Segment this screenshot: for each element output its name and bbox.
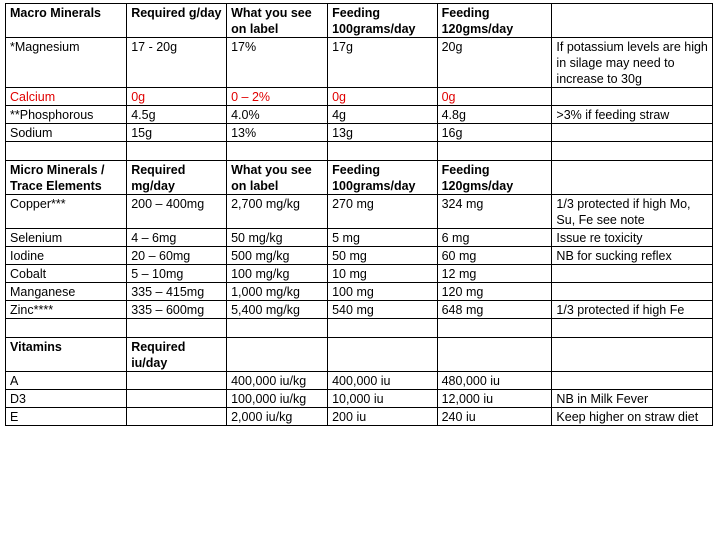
table-cell: 4.5g	[127, 106, 227, 124]
table-cell: 270 mg	[328, 195, 438, 229]
empty-cell	[552, 319, 713, 338]
table-cell: If potassium levels are high in silage may need to increase to 30g	[552, 38, 713, 88]
table-cell	[552, 88, 713, 106]
macro-header-cell	[552, 4, 713, 38]
table-cell: 480,000 iu	[437, 372, 552, 390]
empty-cell	[437, 142, 552, 161]
table-cell	[127, 372, 227, 390]
table-cell: 400,000 iu/kg	[227, 372, 328, 390]
table-cell: D3	[6, 390, 127, 408]
micro-header-cell	[552, 161, 713, 195]
table-cell: 50 mg/kg	[227, 229, 328, 247]
table-cell: 0 – 2%	[227, 88, 328, 106]
table-cell: 1/3 protected if high Fe	[552, 301, 713, 319]
empty-cell	[328, 319, 438, 338]
table-cell: 0g	[127, 88, 227, 106]
vitamins-header-cell: Vitamins	[6, 338, 127, 372]
table-cell: Calcium	[6, 88, 127, 106]
table-cell: >3% if feeding straw	[552, 106, 713, 124]
table-cell: Manganese	[6, 283, 127, 301]
table-cell: 50 mg	[328, 247, 438, 265]
table-cell: 100,000 iu/kg	[227, 390, 328, 408]
table-cell: 335 – 415mg	[127, 283, 227, 301]
empty-cell	[127, 142, 227, 161]
table-cell: 648 mg	[437, 301, 552, 319]
table-cell: 240 iu	[437, 408, 552, 426]
micro-header-cell: Required mg/day	[127, 161, 227, 195]
table-cell: 1,000 mg/kg	[227, 283, 328, 301]
table-cell: 20g	[437, 38, 552, 88]
vitamins-header-row	[6, 338, 713, 372]
table-cell: 20 – 60mg	[127, 247, 227, 265]
empty-cell	[6, 319, 127, 338]
vitamins-header-cell	[552, 338, 713, 372]
macro-header-cell: Feeding 100grams/day	[328, 4, 438, 38]
section-spacer-row	[6, 142, 713, 161]
table-cell: Zinc****	[6, 301, 127, 319]
table-row	[6, 301, 713, 319]
table-cell: 17%	[227, 38, 328, 88]
table-cell: 2,000 iu/kg	[227, 408, 328, 426]
table-cell: A	[6, 372, 127, 390]
vitamins-header-cell	[328, 338, 438, 372]
table-row	[6, 265, 713, 283]
table-cell: 13%	[227, 124, 328, 142]
table-cell: 4 – 6mg	[127, 229, 227, 247]
section-spacer-row	[6, 319, 713, 338]
table-row	[6, 372, 713, 390]
table-cell: Sodium	[6, 124, 127, 142]
table-cell: Cobalt	[6, 265, 127, 283]
table-cell: 120 mg	[437, 283, 552, 301]
macro-header-row	[6, 4, 713, 38]
micro-header-cell: Micro Minerals / Trace Elements	[6, 161, 127, 195]
vitamins-header-cell	[227, 338, 328, 372]
table-cell: 60 mg	[437, 247, 552, 265]
table-cell: 540 mg	[328, 301, 438, 319]
table-cell: 324 mg	[437, 195, 552, 229]
table-cell: 0g	[328, 88, 438, 106]
table-cell: 10 mg	[328, 265, 438, 283]
table-cell: 4.8g	[437, 106, 552, 124]
table-cell: 2,700 mg/kg	[227, 195, 328, 229]
table-cell: 5 – 10mg	[127, 265, 227, 283]
table-cell: 335 – 600mg	[127, 301, 227, 319]
table-row	[6, 390, 713, 408]
table-cell: 10,000 iu	[328, 390, 438, 408]
empty-cell	[552, 142, 713, 161]
micro-header-cell: Feeding 120gms/day	[437, 161, 552, 195]
table-cell: *Magnesium	[6, 38, 127, 88]
table-row	[6, 283, 713, 301]
table-row	[6, 106, 713, 124]
macro-header-cell: Macro Minerals	[6, 4, 127, 38]
empty-cell	[227, 142, 328, 161]
empty-cell	[328, 142, 438, 161]
table-cell: 12,000 iu	[437, 390, 552, 408]
table-cell: NB in Milk Fever	[552, 390, 713, 408]
empty-cell	[127, 319, 227, 338]
table-cell: 500 mg/kg	[227, 247, 328, 265]
table-body	[6, 4, 713, 426]
table-cell: 16g	[437, 124, 552, 142]
table-row	[6, 229, 713, 247]
empty-cell	[437, 319, 552, 338]
vitamins-header-cell	[437, 338, 552, 372]
macro-header-cell: Required g/day	[127, 4, 227, 38]
table-cell: 4g	[328, 106, 438, 124]
table-cell	[552, 124, 713, 142]
table-cell: Iodine	[6, 247, 127, 265]
table-cell: 100 mg/kg	[227, 265, 328, 283]
table-cell: **Phosphorous	[6, 106, 127, 124]
table-cell: 5 mg	[328, 229, 438, 247]
table-row	[6, 38, 713, 88]
table-cell: 400,000 iu	[328, 372, 438, 390]
micro-header-cell: What you see on label	[227, 161, 328, 195]
table-cell	[552, 283, 713, 301]
table-cell: 15g	[127, 124, 227, 142]
table-cell: 6 mg	[437, 229, 552, 247]
table-cell: 17g	[328, 38, 438, 88]
table-cell: 1/3 protected if high Mo, Su, Fe see note	[552, 195, 713, 229]
table-cell: 200 – 400mg	[127, 195, 227, 229]
table-cell	[552, 265, 713, 283]
micro-header-cell: Feeding 100grams/day	[328, 161, 438, 195]
nutrition-table	[5, 3, 713, 426]
empty-cell	[227, 319, 328, 338]
table-cell: Keep higher on straw diet	[552, 408, 713, 426]
table-cell: NB for sucking reflex	[552, 247, 713, 265]
table-cell: 17 - 20g	[127, 38, 227, 88]
table-row	[6, 247, 713, 265]
table-cell	[552, 372, 713, 390]
table-cell: 13g	[328, 124, 438, 142]
table-cell: Selenium	[6, 229, 127, 247]
table-cell: 4.0%	[227, 106, 328, 124]
table-row	[6, 124, 713, 142]
table-cell	[127, 408, 227, 426]
table-cell: 100 mg	[328, 283, 438, 301]
micro-header-row	[6, 161, 713, 195]
table-cell: 0g	[437, 88, 552, 106]
table-row	[6, 408, 713, 426]
vitamins-header-cell: Required iu/day	[127, 338, 227, 372]
table-row	[6, 88, 713, 106]
macro-header-cell: What you see on label	[227, 4, 328, 38]
empty-cell	[6, 142, 127, 161]
macro-header-cell: Feeding 120gms/day	[437, 4, 552, 38]
table-cell: 200 iu	[328, 408, 438, 426]
table-row	[6, 195, 713, 229]
table-cell: 12 mg	[437, 265, 552, 283]
table-cell: 5,400 mg/kg	[227, 301, 328, 319]
table-cell: E	[6, 408, 127, 426]
table-cell: Issue re toxicity	[552, 229, 713, 247]
table-cell: Copper***	[6, 195, 127, 229]
table-cell	[127, 390, 227, 408]
